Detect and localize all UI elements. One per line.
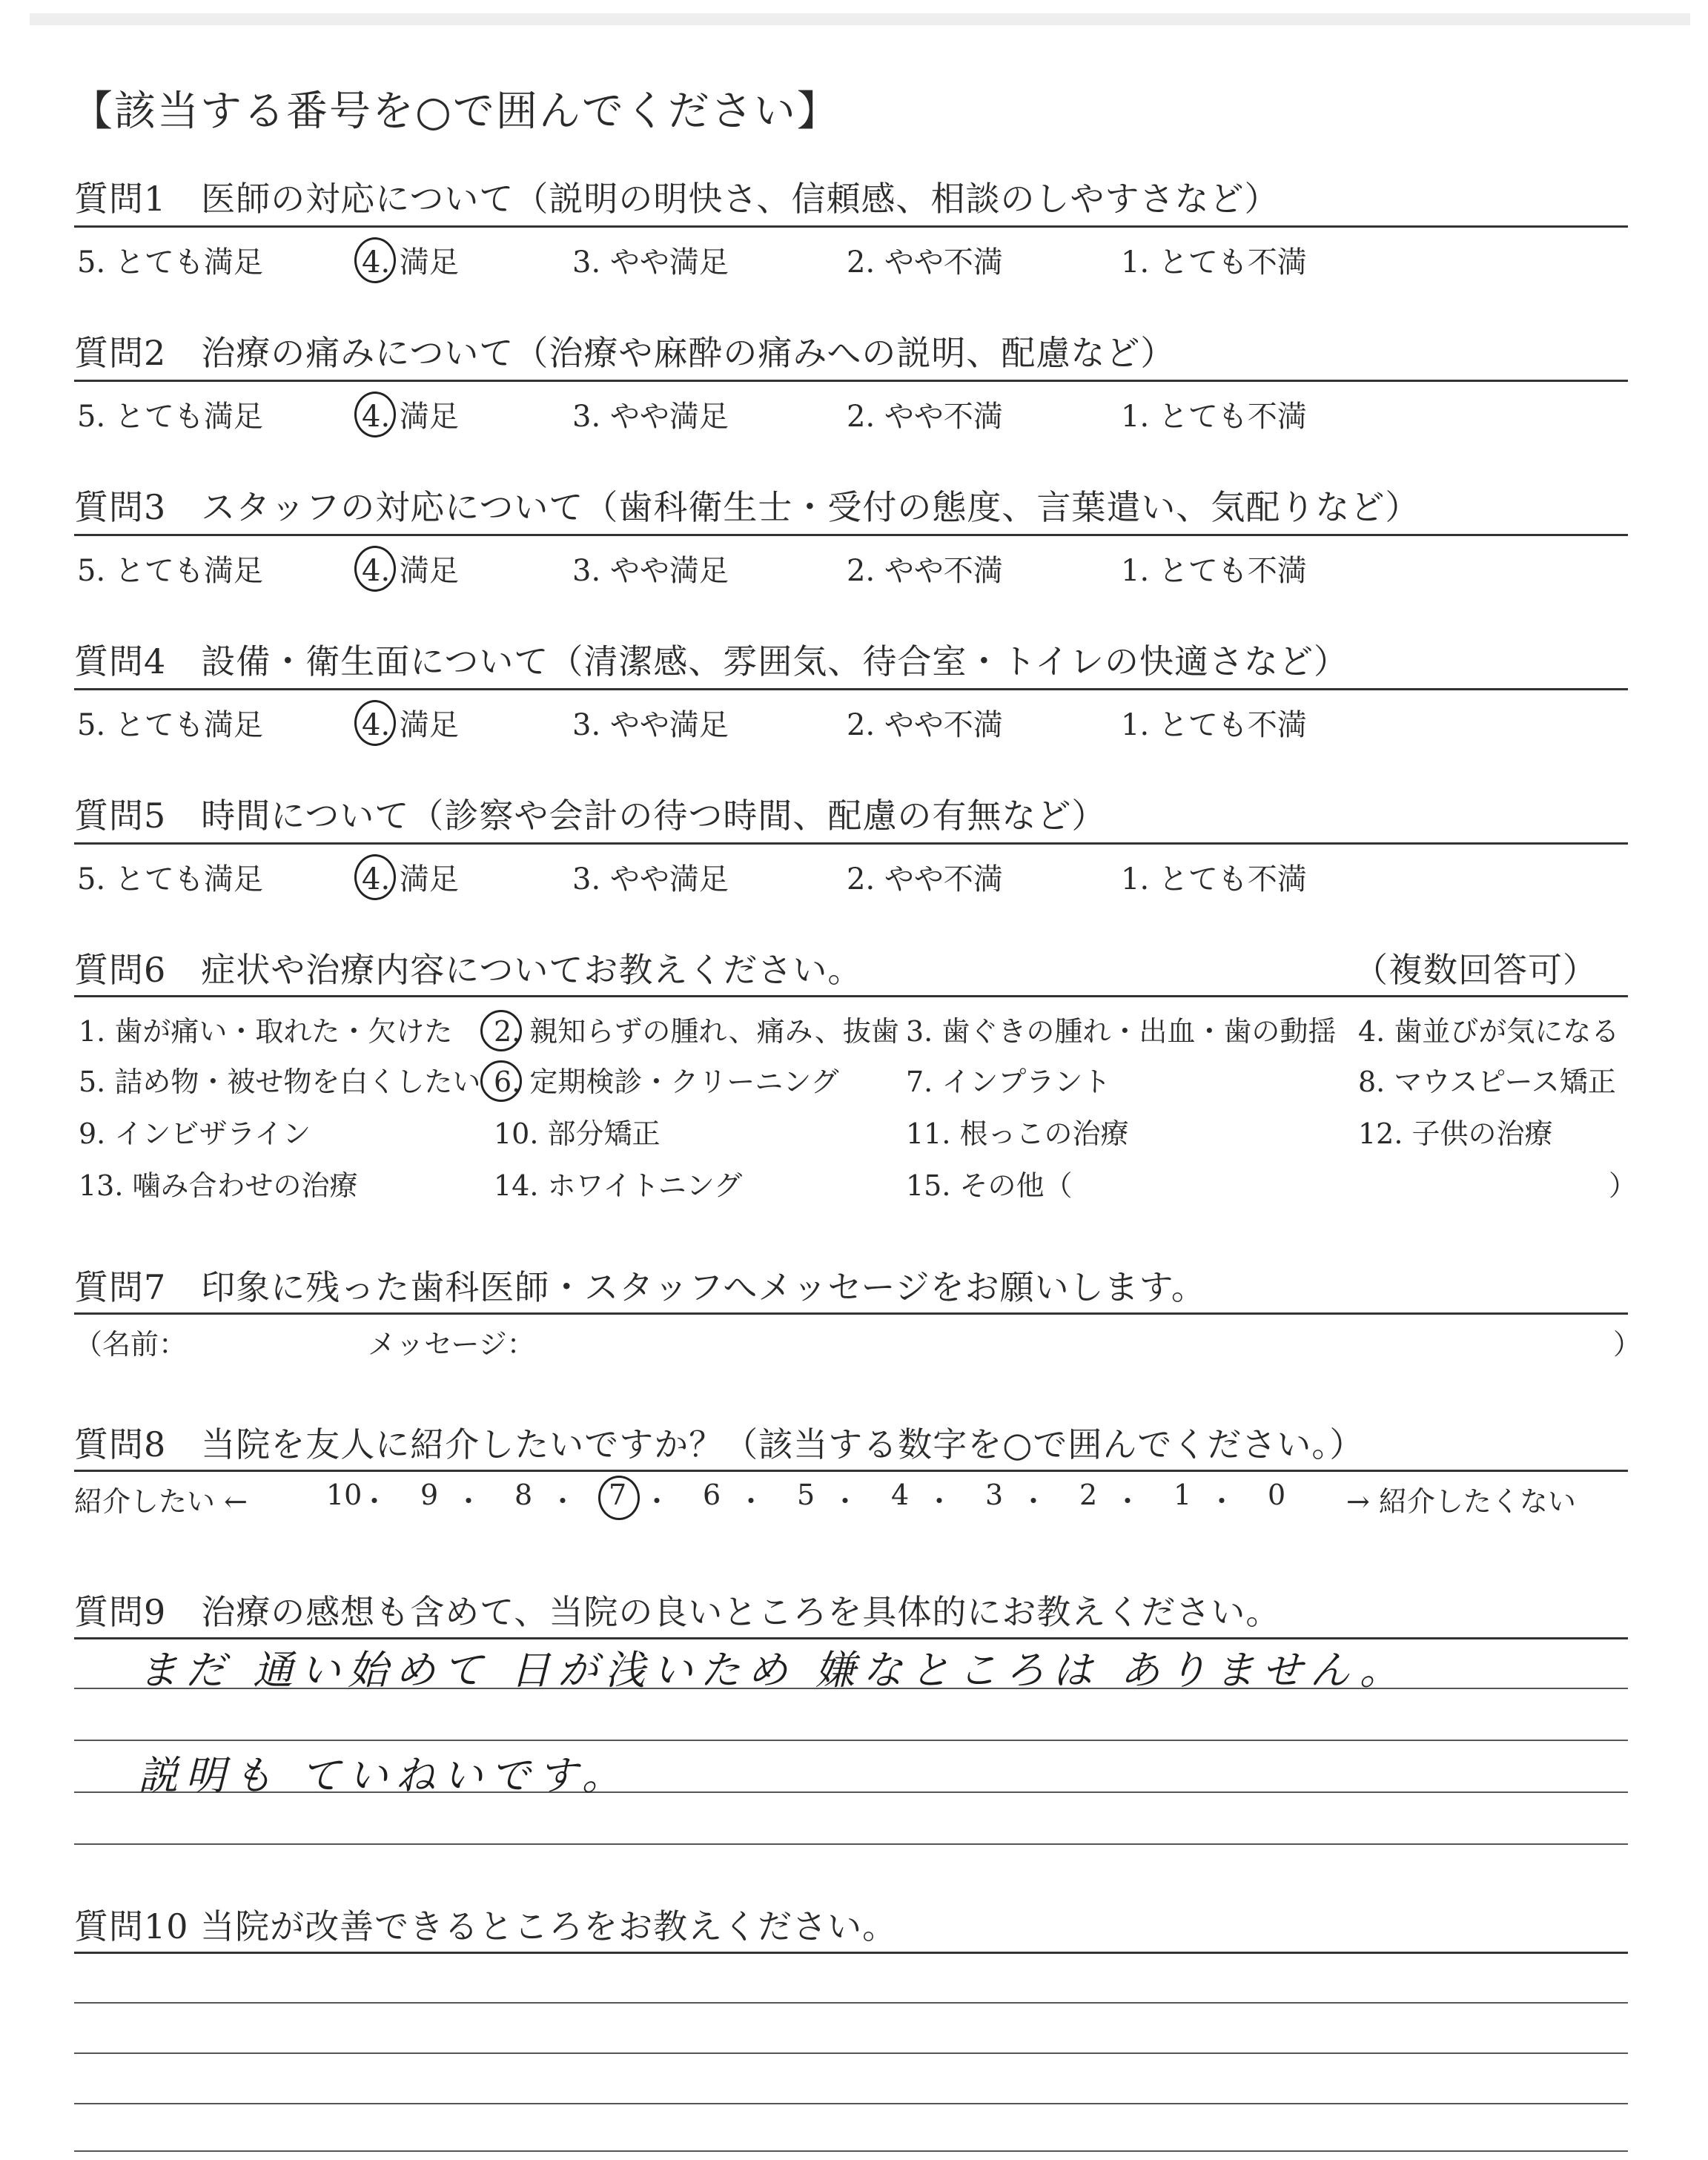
q8-scale-3[interactable]: 3	[985, 1479, 1004, 1511]
q2-rule	[74, 380, 1628, 382]
q6-note: （複数回答可）	[1354, 950, 1598, 990]
q8-scale-10[interactable]: 10	[326, 1479, 363, 1511]
q6-option-9[interactable]: 9. インビザライン	[79, 1117, 311, 1150]
q6-option-8[interactable]: 8. マウスピース矯正	[1358, 1066, 1616, 1098]
q10-title: 質問10 当院が改善できるところをお教えください。	[74, 1906, 898, 1946]
q8-scale-separator: ・	[1113, 1485, 1142, 1518]
q8-scale-separator: ・	[1019, 1485, 1048, 1518]
q4-option-2[interactable]: 2. やや不満	[847, 708, 1003, 742]
q2-title: 質問2 治療の痛みについて（治療や麻酔の痛みへの説明、配慮など）	[74, 333, 1176, 373]
q6-selection-circle-6	[480, 1060, 522, 1102]
q2-option-2[interactable]: 2. やや不満	[847, 400, 1003, 434]
q8-title: 質問8 当院を友人に紹介したいですか？（該当する数字を○で囲んでください。）	[74, 1424, 1365, 1464]
q8-scale-separator: ・	[360, 1485, 389, 1518]
q5-option-2[interactable]: 2. やや不満	[847, 862, 1003, 896]
q8-scale-separator: ・	[643, 1485, 672, 1518]
q1-rule	[74, 225, 1628, 228]
q3-option-2[interactable]: 2. やや不満	[847, 554, 1003, 588]
q10-answer-line	[74, 2002, 1628, 2004]
q2-option-1[interactable]: 1. とても不満	[1121, 400, 1307, 434]
q4-option-4[interactable]: 4. 満足	[362, 708, 459, 742]
q6-title: 質問6 症状や治療内容についてお教えください。	[74, 950, 863, 990]
q6-option-12[interactable]: 12. 子供の治療	[1358, 1117, 1553, 1150]
q5-option-1[interactable]: 1. とても不満	[1121, 862, 1307, 896]
q8-scale-4[interactable]: 4	[891, 1479, 910, 1511]
q1-option-1[interactable]: 1. とても不満	[1121, 245, 1307, 280]
q4-option-1[interactable]: 1. とても不満	[1121, 708, 1307, 742]
q2-option-5[interactable]: 5. とても満足	[77, 400, 263, 434]
q10-answer-line	[74, 2052, 1628, 2054]
q3-title: 質問3 スタッフの対応について（歯科衛生士・受付の態度、言葉遣い、気配りなど）	[74, 487, 1420, 527]
q8-left-label: 紹介したい ←	[74, 1485, 248, 1518]
q6-option-10[interactable]: 10. 部分矯正	[494, 1117, 661, 1150]
q8-scale-8[interactable]: 8	[514, 1479, 533, 1511]
q6-option-14[interactable]: 14. ホワイトニング	[494, 1169, 743, 1202]
q8-rule	[74, 1470, 1628, 1472]
q3-option-5[interactable]: 5. とても満足	[77, 554, 263, 588]
q8-right-label: → 紹介したくない	[1346, 1485, 1576, 1518]
q1-option-3[interactable]: 3. やや満足	[572, 245, 729, 280]
scan-top-band	[30, 13, 1690, 25]
q1-option-4[interactable]: 4. 満足	[362, 245, 459, 280]
q8-scale-separator: ・	[549, 1485, 577, 1518]
q5-option-5[interactable]: 5. とても満足	[77, 862, 263, 896]
q4-rule	[74, 688, 1628, 690]
q8-scale-0[interactable]: 0	[1268, 1479, 1286, 1511]
q10-answer-line	[74, 2103, 1628, 2104]
q7-close-paren: ）	[1613, 1328, 1642, 1361]
q8-scale-separator: ・	[737, 1485, 766, 1518]
q5-option-4[interactable]: 4. 満足	[362, 862, 459, 896]
q6-option-11[interactable]: 11. 根っこの治療	[906, 1117, 1129, 1150]
q1-option-5[interactable]: 5. とても満足	[77, 245, 263, 280]
q6-option-5[interactable]: 5. 詰め物・被せ物を白くしたい	[79, 1066, 481, 1098]
q1-title: 質問1 医師の対応について（説明の明快さ、信頼感、相談のしやすさなど）	[74, 179, 1280, 219]
q6-option-1[interactable]: 1. 歯が痛い・取れた・欠けた	[79, 1015, 453, 1048]
q3-option-1[interactable]: 1. とても不満	[1121, 554, 1307, 588]
q8-selection-circle	[598, 1476, 640, 1520]
q5-selection-circle	[354, 854, 396, 900]
q9-handwritten-answer-1[interactable]: まだ 通い始めて 日が浅いため 嫌なところは ありません。	[138, 1647, 1407, 1694]
q7-message-label[interactable]: メッセージ：	[368, 1328, 535, 1361]
q6-selection-circle-2	[480, 1010, 522, 1051]
q6-option-3[interactable]: 3. 歯ぐきの腫れ・出血・歯の動揺	[906, 1015, 1337, 1048]
q10-answer-line	[74, 2150, 1628, 2152]
q8-scale-2[interactable]: 2	[1079, 1479, 1098, 1511]
q5-title: 質問5 時間について（診察や会計の待つ時間、配慮の有無など）	[74, 796, 1107, 836]
q9-title: 質問9 治療の感想も含めて、当院の良いところを具体的にお教えください。	[74, 1592, 1281, 1632]
q6-option-6[interactable]: 6. 定期検診・クリーニング	[494, 1066, 839, 1098]
q5-rule	[74, 842, 1628, 845]
q8-scale-separator: ・	[925, 1485, 954, 1518]
q4-selection-circle	[354, 700, 396, 746]
q6-option-2[interactable]: 2. 親知らずの腫れ、痛み、抜歯	[494, 1015, 899, 1048]
q3-selection-circle	[354, 546, 396, 592]
q2-option-3[interactable]: 3. やや満足	[572, 400, 729, 434]
q8-scale-separator: ・	[454, 1485, 483, 1518]
q10-rule	[74, 1952, 1628, 1954]
q7-title: 質問7 印象に残った歯科医師・スタッフへメッセージをお願いします。	[74, 1267, 1206, 1307]
q3-option-4[interactable]: 4. 満足	[362, 554, 459, 588]
q9-answer-line	[74, 1843, 1628, 1845]
q6-rule	[74, 995, 1628, 997]
q6-option-13[interactable]: 13. 噛み合わせの治療	[79, 1169, 358, 1202]
q3-option-3[interactable]: 3. やや満足	[572, 554, 729, 588]
q8-scale-separator: ・	[831, 1485, 860, 1518]
form-header: 【該当する番号を○で囲んでください】	[71, 87, 840, 136]
q6-option-4[interactable]: 4. 歯並びが気になる	[1358, 1015, 1620, 1048]
q8-scale-6[interactable]: 6	[703, 1479, 721, 1511]
q6-option-15[interactable]: 15. その他（	[906, 1169, 1073, 1202]
q9-answer-line	[74, 1740, 1628, 1741]
q4-option-3[interactable]: 3. やや満足	[572, 708, 729, 742]
q8-scale-9[interactable]: 9	[420, 1479, 439, 1511]
q1-option-2[interactable]: 2. やや不満	[847, 245, 1003, 280]
q7-name-label[interactable]: （名前：	[74, 1328, 188, 1361]
q6-option-7[interactable]: 7. インプラント	[906, 1066, 1111, 1098]
q8-scale-separator: ・	[1208, 1485, 1237, 1518]
q3-rule	[74, 534, 1628, 536]
q4-title: 質問4 設備・衛生面について（清潔感、雰囲気、待合室・トイレの快適さなど）	[74, 641, 1349, 681]
q2-selection-circle	[354, 392, 396, 437]
q6-option-15-close: ）	[1609, 1169, 1638, 1202]
q4-option-5[interactable]: 5. とても満足	[77, 708, 263, 742]
q8-scale-1[interactable]: 1	[1174, 1479, 1192, 1511]
q1-selection-circle	[354, 237, 396, 283]
q5-option-3[interactable]: 3. やや満足	[572, 862, 729, 896]
q7-rule	[74, 1312, 1628, 1315]
q9-handwritten-answer-2[interactable]: 説明も ていねいです。	[138, 1752, 629, 1799]
q8-scale-7[interactable]: 7	[609, 1479, 627, 1511]
q2-option-4[interactable]: 4. 満足	[362, 400, 459, 434]
q8-scale-5[interactable]: 5	[797, 1479, 815, 1511]
